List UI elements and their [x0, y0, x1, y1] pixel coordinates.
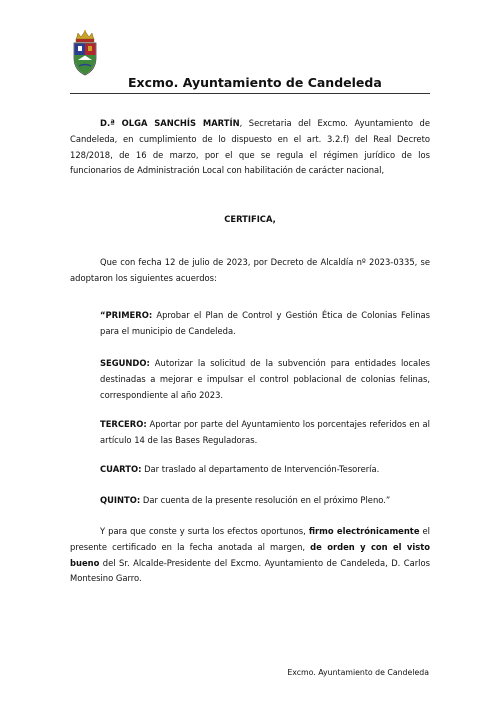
- footer-organization: Excmo. Ayuntamiento de Candeleda: [287, 668, 429, 677]
- signer-name: D.ª OLGA SANCHÍS MARTÍN: [100, 118, 240, 128]
- agreement-label: SEGUNDO:: [100, 358, 150, 368]
- agreement-text: Aportar por parte del Ayuntamiento los porcentajes referidos en al artículo 14 de las Bases Reguladoras.: [100, 419, 430, 445]
- closing-text: del Sr. Alcalde-Presidente del Excmo. Ayuntamiento de Candeleda, D. Carlos Montesino Garro.: [70, 557, 430, 584]
- closing-paragraph: [70, 524, 430, 587]
- agreement-quinto: [100, 493, 430, 509]
- agreement-text: Aprobar el Plan de Control y Gestión Ética de Colonias Felinas para el municipio de Candeleda.: [100, 310, 430, 336]
- agreement-label: CUARTO:: [100, 464, 142, 474]
- closing-bold: de orden y con el visto bueno: [70, 541, 430, 568]
- agreement-primero: [100, 308, 430, 340]
- intro-text: , Secretaria del Excmo. Ayuntamiento de Candeleda, en cumplimiento de lo dispuesto en el art. 3.2.f) del Real Decreto 128/2018, de 16 de marzo, por el que se regula el régimen jurídico de los funcionarios de Administración Local con habilitación de carácter nacional,: [70, 118, 431, 176]
- organization-title: Excmo. Ayuntamiento de Candeleda: [128, 75, 382, 90]
- certifica-heading: CERTIFICA,: [224, 214, 276, 224]
- agreement-text: Dar cuenta de la presente resolución en el próximo Pleno.”: [140, 495, 391, 505]
- agreement-cuarto: [100, 462, 430, 478]
- closing-text: el presente certificado en la fecha anotada al margen,: [70, 526, 430, 552]
- agreement-segundo: [100, 356, 430, 403]
- agreement-label: TERCERO:: [100, 419, 147, 429]
- agreement-text: Dar traslado al departamento de Intervención-Tesorería.: [141, 464, 380, 474]
- municipal-coat-of-arms-icon: [70, 28, 100, 78]
- agreement-tercero: [100, 417, 430, 449]
- closing-text: Y para que conste y surta los efectos oportunos,: [100, 526, 309, 536]
- decree-paragraph: Que con fecha 12 de julio de 2023, por Decreto de Alcaldía nº 2023-0335, se adoptaron los siguientes acuerdos:: [70, 257, 430, 283]
- header-divider: [70, 93, 430, 94]
- closing-bold: firmo electrónicamente: [308, 526, 420, 536]
- agreement-label: QUINTO:: [100, 495, 141, 505]
- agreement-text: Autorizar la solicitud de la subvención para entidades locales destinadas a mejorar e impulsar el control poblacional de colonias felinas, correspondiente al año 2023.: [100, 358, 430, 400]
- agreement-label: “PRIMERO:: [100, 310, 153, 320]
- intro-paragraph: [70, 116, 430, 179]
